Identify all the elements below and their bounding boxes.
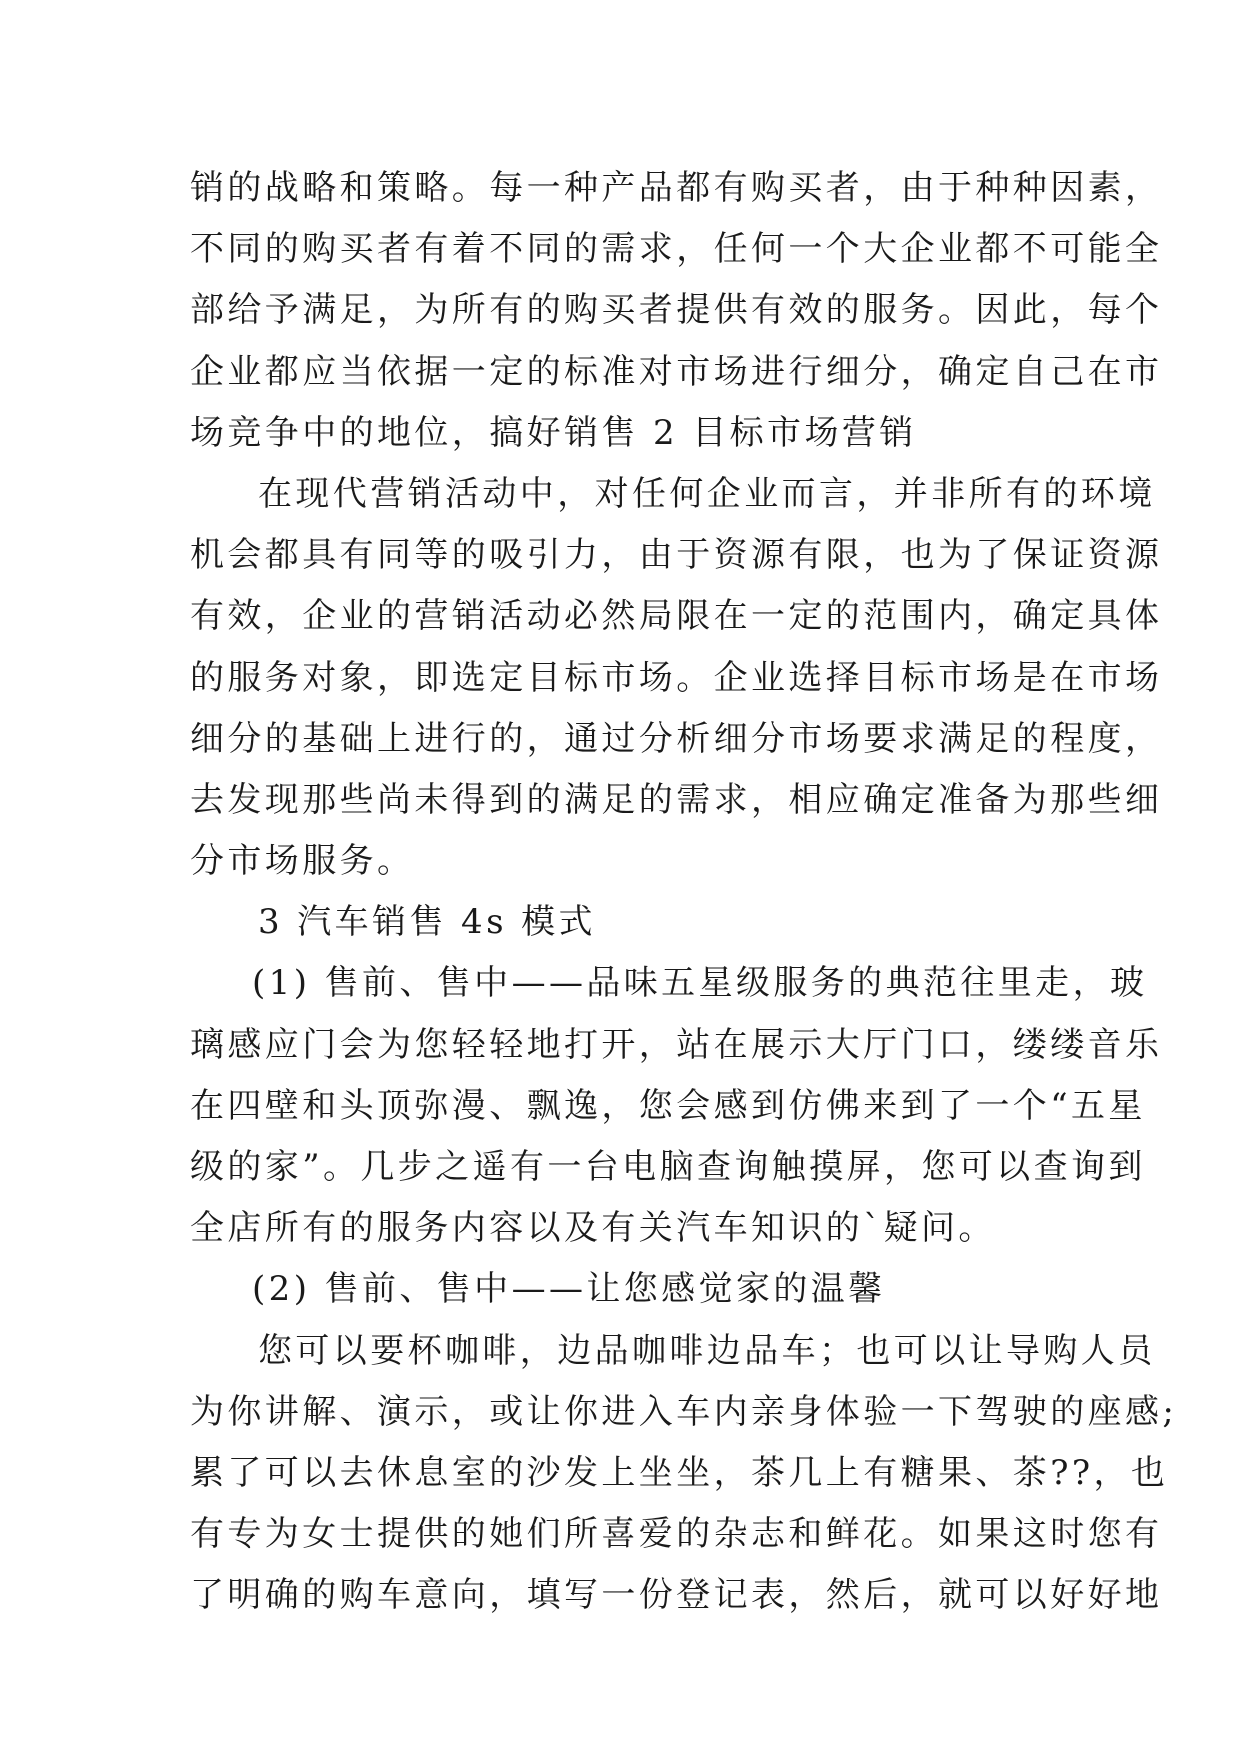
body-text	[190, 158, 1178, 1627]
text-line: 了明确的购车意向，填写一份登记表，然后，就可以好好地	[190, 1575, 1163, 1616]
text-line: 细分的基础上进行的，通过分析细分市场要求满足的程度，	[190, 718, 1163, 759]
text-line: 的服务对象，即选定目标市场。企业选择目标市场是在市场	[190, 657, 1163, 698]
text-line: 为你讲解、演示，或让你进入车内亲身体验一下驾驶的座感;	[190, 1391, 1178, 1432]
text-line: 有专为女士提供的她们所喜爱的杂志和鲜花。如果这时您有	[190, 1514, 1163, 1555]
text-line: 机会都具有同等的吸引力，由于资源有限，也为了保证资源	[190, 535, 1163, 576]
text-line: 部给予满足，为所有的购买者提供有效的服务。因此，每个	[190, 290, 1163, 331]
paragraph-start-line: 您可以要杯咖啡，边品咖啡边品车；也可以让导购人员	[258, 1330, 1156, 1371]
text-line: 企业都应当依据一定的标准对市场进行细分，确定自己在市	[190, 351, 1163, 392]
text-line: 在四壁和头顶弥漫、飘逸，您会感到仿佛来到了一个“五星	[190, 1085, 1146, 1126]
text-line: 累了可以去休息室的沙发上坐坐，茶几上有糖果、茶??，也	[190, 1452, 1169, 1493]
text-line: 销的战略和策略。每一种产品都有购买者，由于种种因素，	[190, 168, 1163, 208]
text-line: 场竞争中的地位，搞好销售 2 目标市场营销	[190, 412, 917, 453]
text-line: 不同的购买者有着不同的需求，任何一个大企业都不可能全	[190, 229, 1163, 270]
paragraph-start-line: 在现代营销活动中，对任何企业而言，并非所有的环境	[258, 473, 1156, 514]
section-heading: 3 汽车销售 4s 模式	[258, 902, 596, 943]
text-line: 去发现那些尚未得到的满足的需求，相应确定准备为那些细	[190, 779, 1163, 820]
text-line: 全店所有的服务内容以及有关汽车知识的`疑问。	[190, 1208, 996, 1249]
subsection-heading: (2) 售前、售中——让您感觉家的温馨	[252, 1269, 886, 1310]
paragraph-start-line: (1) 售前、售中——品味五星级服务的典范往里走，玻	[252, 963, 1148, 1004]
text-line: 有效，企业的营销活动必然局限在一定的范围内，确定具体	[190, 596, 1163, 637]
text-line: 分市场服务。	[190, 841, 415, 882]
text-line: 璃感应门会为您轻轻地打开，站在展示大厅门口，缕缕音乐	[190, 1024, 1163, 1065]
text-line: 级的家”。几步之遥有一台电脑查询触摸屏，您可以查询到	[190, 1147, 1146, 1187]
